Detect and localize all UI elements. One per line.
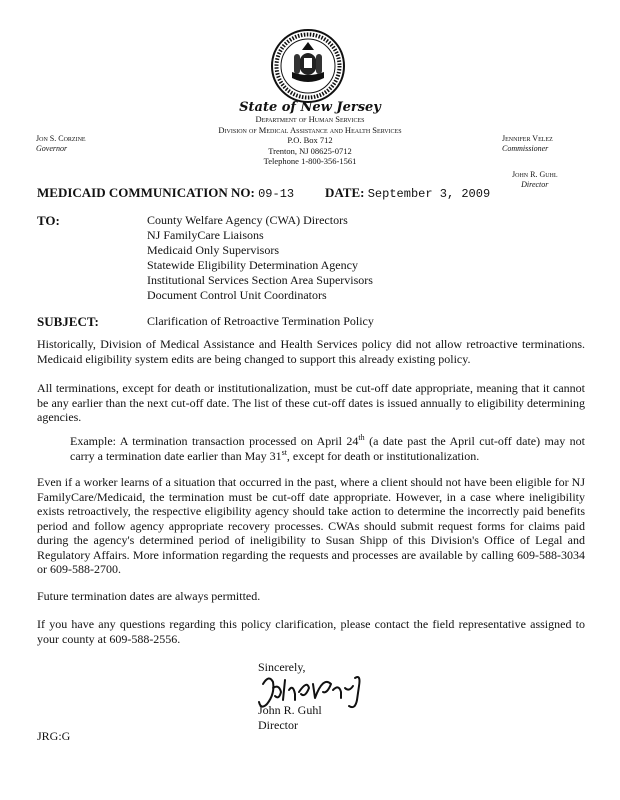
body-paragraph-history: Historically, Division of Medical Assistance and Health Services policy did not allow retroactive terminations. Medicaid eligibility system edits are being changed to support this already existing policy. [37,337,585,366]
body-paragraph-retroactive: Even if a worker learns of a situation that occurred in the past, where a client should not have been eligible for NJ FamilyCare/Medicaid, the termination must be cut-off date appropriate. However, in a case where ineligibility exists retroactively, the respective eligibility agency should take action to determine the incorrectly paid benefits period and follow agency appropriate recovery processes. CWAs should submit request forms for claims paid during the agency's determined period of ineligibility to Susan Shipp of this Division's Office of Legal and Regulatory Affairs. More information regarding the requests and processes are available by calling 609-588-3034 or 609-588-2700. [37,475,585,576]
body-paragraph-example [70,434,585,463]
division-name: Division of Medical Assistance and Health Services [218,124,402,135]
governor-name: Jon S. Corzine [36,134,86,143]
state-name: State of New Jersey [239,100,381,115]
city-line: Trenton, NJ 08625-0712 [268,145,352,156]
signer-block [258,703,322,732]
body-paragraph-future: Future termination dates are always permitted. [37,589,261,603]
recipient-item: Statewide Eligibility Determination Agency [147,258,358,272]
signer-name: John R. Guhl [258,703,322,717]
signer-title: Director [258,717,298,732]
commissioner-block [502,134,553,154]
memo-date [325,185,490,201]
recipient-item: NJ FamilyCare Liaisons [147,228,264,242]
state-seal-icon [270,28,346,104]
typist-initials: JRG:G [37,729,71,743]
example-sup-st: st [281,447,287,457]
date-label: DATE: [325,185,365,200]
recipient-item: County Welfare Agency (CWA) Directors [147,213,348,227]
subject-text: Clarification of Retroactive Termination Policy [147,314,374,328]
closing-salutation: Sincerely, [258,660,306,674]
medicaid-communication-number [37,185,294,201]
body-paragraph-cutoff: All terminations, except for death or institutionalization, must be cut-off date appropriate, meaning that it cannot be any earlier than the next cut-off date. The list of these cut-off dates is issued annually to eligibility determining agencies. [37,381,585,424]
example-text-a: Example: A termination transaction processed on April 24 [70,434,359,448]
director-name: John R. Guhl [512,170,558,179]
letterhead-address [160,114,460,167]
telephone-line: Telephone 1-800-356-1561 [263,156,357,166]
example-sup-th: th [358,433,365,442]
body-paragraph-questions: If you have any questions regarding this policy clarification, please contact the field representative assigned to your county at 609-588-2556. [37,617,585,646]
governor-title: Governor [36,144,68,153]
director-title: Director [521,180,549,189]
po-box: P.O. Box 712 [287,135,333,145]
subject-label: SUBJECT: [37,314,99,329]
commissioner-name: Jennifer Velez [502,134,553,143]
department-name: Department of Human Services [255,114,365,124]
example-text-c: , except for death or institutionalization. [286,448,480,463]
governor-block [36,134,86,154]
recipient-list [147,213,373,303]
commissioner-title: Commissioner [502,144,549,153]
example-text-b: (a date past the April cut-off date) may not carry a termination date earlier than May 31 [70,434,585,463]
recipient-item: Medicaid Only Supervisors [147,243,279,257]
recipient-item: Document Control Unit Coordinators [147,288,327,302]
director-block [512,170,558,190]
recipient-item: Institutional Services Section Area Supervisors [147,273,373,287]
mc-number: 09-13 [258,187,295,201]
to-label: TO: [37,213,60,228]
mc-label: MEDICAID COMMUNICATION NO: [37,185,255,200]
date-value: September 3, 2009 [367,187,491,201]
